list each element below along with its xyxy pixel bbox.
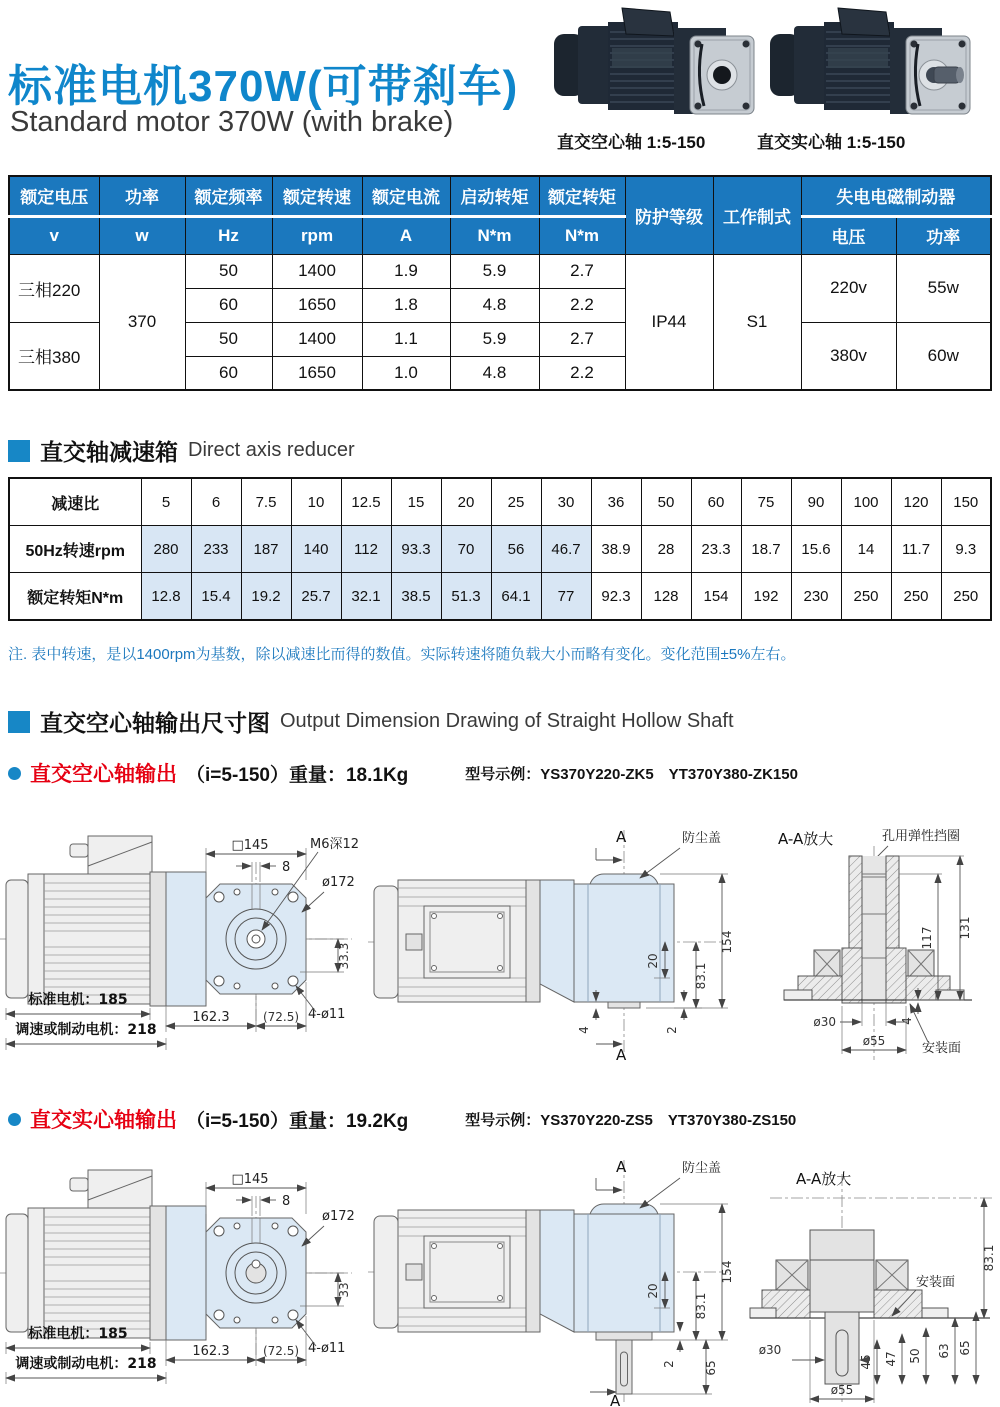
- reducer-cell: 128: [641, 573, 691, 621]
- dim-label: 50: [908, 1348, 922, 1364]
- spec-cell: 1400: [272, 322, 362, 356]
- reducer-cell: 50: [641, 478, 691, 526]
- dim-label: 83.1: [982, 1244, 996, 1272]
- solid-output-item: [8, 1104, 796, 1134]
- spec-cell: 370: [99, 254, 185, 390]
- hollow-output-item: [8, 758, 798, 788]
- reducer-cell: 11.7: [891, 526, 941, 573]
- reducer-cell: 140: [291, 526, 341, 573]
- item-models: 型号示例：YS370Y220-ZK5 YT370Y380-ZK150: [465, 765, 798, 783]
- reducer-cell: 6: [191, 478, 241, 526]
- spec-cell: 2.7: [539, 254, 625, 288]
- reducer-cell: 12.8: [141, 573, 191, 621]
- dim-label: ø172: [322, 1209, 355, 1224]
- drawing-hollow-side-view: [0, 822, 365, 1060]
- spec-header-cell: 额定电流: [362, 176, 450, 216]
- reducer-cell: 12.5: [341, 478, 391, 526]
- section-mark-label: A: [610, 1392, 621, 1407]
- reducer-row-label: 减速比: [9, 478, 141, 526]
- spec-cell: 220v: [801, 254, 896, 322]
- reducer-cell: 75: [741, 478, 791, 526]
- dim-label: 20: [646, 953, 660, 969]
- spec-cell: 1.0: [362, 356, 450, 390]
- dim-label: 调速或制动电机：218: [15, 1356, 157, 1372]
- reducer-cell: 5: [141, 478, 191, 526]
- dim-label: □145: [231, 838, 269, 853]
- spec-header-cell: 额定频率: [185, 176, 272, 216]
- section-mark-label: A: [616, 828, 627, 846]
- dim-label: 83.1: [694, 1292, 708, 1320]
- spec-cell: 1.9: [362, 254, 450, 288]
- reducer-cell: 70: [441, 526, 491, 573]
- reducer-cell: 7.5: [241, 478, 291, 526]
- dim-label: M6深12: [310, 837, 360, 852]
- reducer-cell: 10: [291, 478, 341, 526]
- spec-cell: 2.2: [539, 356, 625, 390]
- spec-cell: 4.8: [450, 356, 539, 390]
- dim-label: 63: [937, 1343, 951, 1359]
- dim-label: 调速或制动电机：218: [15, 1022, 157, 1038]
- dim-label: ø55: [830, 1383, 854, 1397]
- dim-label: 20: [646, 1283, 660, 1299]
- reducer-cell: 150: [941, 478, 991, 526]
- item-models: 型号示例：YS370Y220-ZS5 YT370Y380-ZS150: [465, 1111, 797, 1129]
- section-reducer-header: [8, 434, 355, 467]
- dim-label: 47: [884, 1351, 898, 1367]
- part-label: 安装面: [916, 1275, 956, 1290]
- dim-label: (72.5): [262, 1344, 300, 1358]
- reducer-note: 注. 表中转速，是以1400rpm为基数，除以减速比而得的数值。实际转速将随负载大小而略有变化。变化范围±5%左右。: [8, 646, 796, 663]
- dim-label: 162.3: [192, 1010, 230, 1025]
- drawing-solid-aa-section: [740, 1152, 1000, 1407]
- dim-label: 162.3: [192, 1344, 230, 1359]
- reducer-cell: 192: [741, 573, 791, 621]
- reducer-row-label: 额定转矩N*m: [9, 573, 141, 621]
- spec-cell: IP44: [625, 254, 713, 390]
- spec-header-cell: 失电电磁制动器: [801, 176, 991, 216]
- reducer-cell: 30: [541, 478, 591, 526]
- dim-label: ø172: [322, 875, 355, 890]
- reducer-cell: 90: [791, 478, 841, 526]
- spec-unit-cell: N*m: [539, 216, 625, 254]
- spec-cell: 380v: [801, 322, 896, 390]
- dim-label: 154: [720, 1260, 734, 1284]
- drawing-solid-section-view: [368, 1152, 742, 1407]
- dim-label: 154: [720, 930, 734, 954]
- part-label: 孔用弹性挡圈: [882, 829, 961, 844]
- spec-unit-cell: 功率: [896, 216, 991, 254]
- motor-photo-hollow-shaft: [552, 6, 757, 126]
- spec-cell: S1: [713, 254, 801, 390]
- spec-unit-cell: v: [9, 216, 99, 254]
- spec-data-row: [9, 254, 991, 288]
- reducer-cell: 120: [891, 478, 941, 526]
- reducer-cell: 25.7: [291, 573, 341, 621]
- dot-icon: [8, 1113, 21, 1126]
- spec-unit-cell: rpm: [272, 216, 362, 254]
- dim-label: 45: [859, 1354, 873, 1370]
- item-name: 直交实心轴输出: [30, 1109, 177, 1132]
- dim-label: (72.5): [262, 1010, 300, 1024]
- part-label: 防尘盖: [682, 1161, 722, 1176]
- dot-icon: [8, 767, 21, 780]
- spec-cell: 60: [185, 356, 272, 390]
- dim-label: 8: [282, 860, 291, 875]
- reducer-cell: 46.7: [541, 526, 591, 573]
- reducer-torque-row: [9, 573, 991, 621]
- dim-label: 2: [665, 1026, 679, 1034]
- spec-header-cell: 防护等级: [625, 176, 713, 254]
- dim-label: □145: [231, 1172, 269, 1187]
- item-spec: （i=5-150）重量：18.1Kg: [186, 764, 409, 786]
- reducer-cell: 51.3: [441, 573, 491, 621]
- dim-label: ø30: [758, 1343, 782, 1357]
- spec-cell: 1.8: [362, 288, 450, 322]
- reducer-cell: 36: [591, 478, 641, 526]
- reducer-cell: 230: [791, 573, 841, 621]
- dim-label: 33: [337, 1282, 351, 1298]
- dim-label: 65: [704, 1360, 718, 1376]
- reducer-cell: 60: [691, 478, 741, 526]
- reducer-cell: 15: [391, 478, 441, 526]
- spec-header-cell: 额定电压: [9, 176, 99, 216]
- drawing-solid-side-view: [0, 1156, 365, 1394]
- reducer-cell: 56: [491, 526, 541, 573]
- spec-header-cell: 额定转速: [272, 176, 362, 216]
- dim-label: 83.1: [694, 962, 708, 990]
- photo-caption-hollow: 直交空心轴 1:5-150: [557, 133, 706, 152]
- reducer-cell: 77: [541, 573, 591, 621]
- reducer-cell: 250: [841, 573, 891, 621]
- spec-cell: 1650: [272, 288, 362, 322]
- reducer-cell: 32.1: [341, 573, 391, 621]
- reducer-cell: 28: [641, 526, 691, 573]
- reducer-cell: 18.7: [741, 526, 791, 573]
- spec-cell: 55w: [896, 254, 991, 322]
- spec-cell: 三相220: [9, 254, 99, 322]
- spec-cell: 2.2: [539, 288, 625, 322]
- item-name: 直交空心轴输出: [30, 763, 177, 786]
- reducer-cell: 14: [841, 526, 891, 573]
- section-title-en: Output Dimension Drawing of Straight Hollow Shaft: [280, 710, 734, 732]
- reducer-cell: 93.3: [391, 526, 441, 573]
- dim-label: 标准电机：185: [28, 992, 128, 1008]
- spec-unit-cell: A: [362, 216, 450, 254]
- spec-cell: 5.9: [450, 322, 539, 356]
- spec-cell: 60w: [896, 322, 991, 390]
- spec-header-cell: 额定转矩: [539, 176, 625, 216]
- section-mark-label: A: [616, 1046, 627, 1062]
- reducer-table: [8, 477, 992, 621]
- spec-cell: 三相380: [9, 322, 99, 390]
- spec-cell: 50: [185, 322, 272, 356]
- part-label: 安装面: [922, 1041, 962, 1056]
- dim-label: 2: [662, 1360, 676, 1368]
- spec-cell: 5.9: [450, 254, 539, 288]
- reducer-cell: 38.5: [391, 573, 441, 621]
- dim-label: 131: [958, 916, 972, 940]
- dim-label: 4: [577, 1026, 591, 1034]
- section-bullet-square-icon: [8, 440, 30, 462]
- dim-label: ø30: [813, 1015, 836, 1029]
- photo-caption-solid: 直交实心轴 1:5-150: [757, 133, 906, 152]
- section-title-en: Direct axis reducer: [188, 439, 355, 461]
- section-mark-label: A: [616, 1158, 627, 1176]
- reducer-cell: 233: [191, 526, 241, 573]
- reducer-cell: 23.3: [691, 526, 741, 573]
- dim-label: 4: [900, 1017, 914, 1025]
- motor-photo-solid-shaft: [768, 6, 973, 126]
- reducer-cell: 112: [341, 526, 391, 573]
- part-label: 防尘盖: [682, 831, 722, 846]
- drawing-hollow-section-view: [368, 822, 760, 1062]
- dim-label: 标准电机：185: [28, 1326, 128, 1342]
- section-hollow-header: [8, 705, 734, 738]
- spec-cell: 1400: [272, 254, 362, 288]
- page-title-cn: 标准电机370W(可带刹车): [8, 62, 519, 111]
- reducer-cell: 64.1: [491, 573, 541, 621]
- reducer-cell: 15.4: [191, 573, 241, 621]
- reducer-cell: 9.3: [941, 526, 991, 573]
- reducer-speed-row: [9, 526, 991, 573]
- spec-unit-cell: 电压: [801, 216, 896, 254]
- section-title-cn: 直交空心轴输出尺寸图: [40, 710, 270, 736]
- reducer-cell: 25: [491, 478, 541, 526]
- reducer-cell: 250: [891, 573, 941, 621]
- spec-header-row-2: [9, 216, 991, 254]
- reducer-cell: 100: [841, 478, 891, 526]
- reducer-row-label: 50Hz转速rpm: [9, 526, 141, 573]
- spec-header-cell: 功率: [99, 176, 185, 216]
- reducer-cell: 250: [941, 573, 991, 621]
- spec-header-row-1: [9, 176, 991, 216]
- spec-cell: 50: [185, 254, 272, 288]
- dim-label: 4-ø11: [308, 1007, 346, 1022]
- reducer-cell: 20: [441, 478, 491, 526]
- reducer-ratio-row: [9, 478, 991, 526]
- dim-label: 8: [282, 1194, 291, 1209]
- spec-header-cell: 启动转矩: [450, 176, 539, 216]
- spec-header-cell: 工作制式: [713, 176, 801, 254]
- reducer-cell: 187: [241, 526, 291, 573]
- spec-unit-cell: N*m: [450, 216, 539, 254]
- item-spec: （i=5-150）重量：19.2Kg: [186, 1110, 409, 1132]
- reducer-cell: 92.3: [591, 573, 641, 621]
- view-title: A-A放大: [796, 1170, 852, 1188]
- spec-cell: 1650: [272, 356, 362, 390]
- dim-label: 65: [958, 1340, 972, 1356]
- spec-table: [8, 175, 992, 391]
- spec-unit-cell: Hz: [185, 216, 272, 254]
- section-title-cn: 直交轴减速箱: [40, 439, 178, 465]
- reducer-cell: 19.2: [241, 573, 291, 621]
- dim-label: 117: [920, 926, 934, 950]
- dim-label: ø55: [862, 1034, 886, 1048]
- spec-unit-cell: w: [99, 216, 185, 254]
- section-bullet-square-icon: [8, 711, 30, 733]
- dim-label: 33.3: [337, 942, 351, 970]
- spec-cell: 2.7: [539, 322, 625, 356]
- spec-cell: 4.8: [450, 288, 539, 322]
- reducer-cell: 15.6: [791, 526, 841, 573]
- reducer-cell: 38.9: [591, 526, 641, 573]
- spec-cell: 1.1: [362, 322, 450, 356]
- reducer-cell: 280: [141, 526, 191, 573]
- view-title: A-A放大: [778, 830, 834, 848]
- reducer-cell: 154: [691, 573, 741, 621]
- dim-label: 4-ø11: [308, 1341, 346, 1356]
- spec-cell: 60: [185, 288, 272, 322]
- page-title-en: Standard motor 370W (with brake): [10, 106, 454, 138]
- drawing-hollow-aa-section: [762, 818, 1000, 1070]
